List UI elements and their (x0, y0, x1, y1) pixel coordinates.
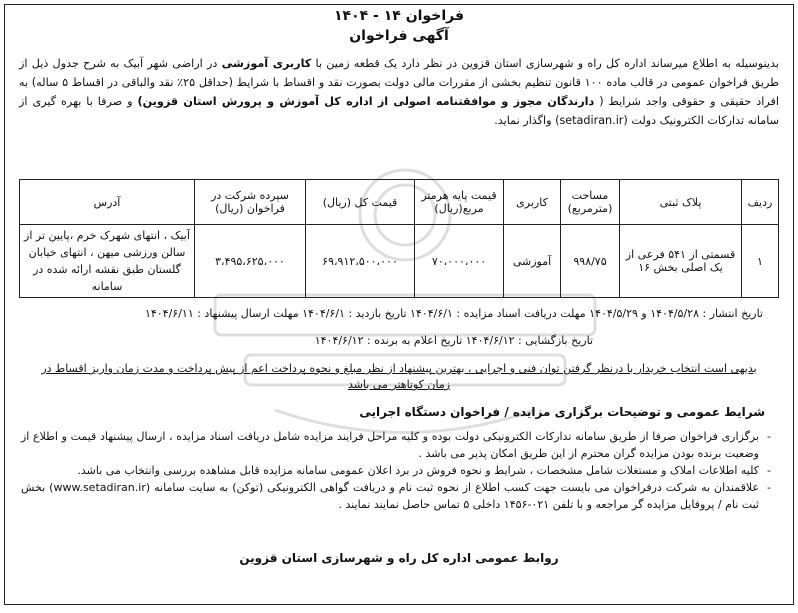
intro-text-3: و صرفا با بهره گیری از سامانه تدارکات الکترونیک دولت (setadiran.ir) واگذار نماید. (19, 95, 779, 127)
intro-text-2: در اراضی شهر آبیک به شرح جدول ذیل از طریق فراخوان عمومی در قالب ماده ۱۰۰ قانون تنظیم بخشی از مقررات مالی دولت بصورت نقد و اقساط با شرایط (حداقل ۲۵٪ نقد والباقی در اقساط ۵ ساله) به افراد حقیقی و حقوقی واجد شرایط ( (19, 57, 780, 108)
cell-gheimat-paye: ۷۰،۰۰۰،۰۰۰ (415, 225, 504, 298)
col-sepordeh: سپرده شرکت در فراخوان (ریال) (195, 180, 306, 225)
intro-bold-eligibility: دارندگان مجوز و موافقتنامه اصولی از اداره کل آموزش و پرورش استان قزوین) (137, 95, 595, 108)
cell-plak: قسمتی از ۵۴۱ فرعی از یک اصلی بخش ۱۶ (620, 225, 742, 298)
footer-signature: روابط عمومی اداره کل راه و شهرسازی استان قزوین (239, 551, 559, 565)
list-item: - علاقمندان به شرکت درفراخوان می بایست جهت کسب اطلاع از نحوه ثبت نام و دریافت گواهی الکترونیکی (توکن) به سایت سامانه (www.setadiran.ir) بخش ثبت نام / پروفایل مزایده گر مراجعه و با تلفن ۰۲۱-۱۴۵۶ داخلی ۵ تماس حاصل نمایند نمایند . (21, 479, 759, 513)
cell-gheimat-kol: ۶۹،۹۱۲،۵۰۰،۰۰۰ (306, 225, 415, 298)
property-table (19, 179, 779, 298)
col-gheimat-kol: قیمت کل (ریال) (306, 180, 415, 225)
col-address: آدرس (20, 180, 195, 225)
dates-line-1: تاریخ انتشار : ۱۴۰۴/۵/۲۸ و ۱۴۰۴/۵/۲۹ مهلت دریافت اسناد مزایده : ۱۴۰۴/۶/۱ تاریخ بازدید : ۱۴۰۴/۶/۱ مهلت ارسال پیشنهاد : ۱۴۰۴/۶/۱۱ (144, 307, 763, 320)
selection-note: بدیهی است انتخاب خریدار با درنظر گرفتن توان فنی و اجرایی ، بهترین پیشنهاد از نظر مبلغ و نحوه پرداخت اعم از پیش پرداخت و مدت زمان واریز اقساط در زمان کوتاهتر می باشد (41, 362, 757, 391)
col-masahat: مساحت (مترمربع) (561, 180, 620, 225)
announcement-page (4, 4, 794, 605)
col-karbari: کاربری (504, 180, 561, 225)
page-title: آگهی فراخوان (349, 28, 449, 44)
dates-line-2: تاریخ بازگشایی : ۱۴۰۴/۶/۱۲ تاریخ اعلام به برنده : ۱۴۰۴/۶/۱۲ (314, 334, 593, 347)
announcement-number: فراخوان ۱۴ - ۱۴۰۴ (333, 8, 464, 24)
cell-sepordeh: ۳،۴۹۵،۶۲۵،۰۰۰ (195, 225, 306, 298)
cell-masahat: ۹۹۸/۷۵ (561, 225, 620, 298)
list-item: - کلیه اطلاعات املاک و مستغلات شامل مشخصات ، شرایط و نحوه فروش در برد اعلان عمومی سامانه مزایده قابل مشاهده بررسی وانتخاب می باشد. (21, 462, 759, 479)
intro-text-1: بدینوسیله به اطلاع میرساند اداره کل راه و شهرسازی استان قزوین در نظر دارد یک قطعه زمین با (311, 57, 779, 70)
intro-bold-usage: کاربری آموزشی (221, 57, 312, 70)
table-header-row (20, 180, 779, 225)
col-gheimat-paye: قیمت پایه هرمتر مربع(ریال) (415, 180, 504, 225)
conditions-title: شرایط عمومی و توضیحات برگزاری مزایده / فراخوان دستگاه اجرایی (359, 405, 765, 419)
cell-address: آبیک ، انتهای شهرک خرم ،پایین تر از سالن ورزشی میهن ، انتهای خیابان گلستان طبق نقشه ارائه شده در سامانه (20, 225, 195, 298)
intro-paragraph (19, 54, 779, 130)
cell-radif: ۱ (742, 225, 779, 298)
list-item: - برگزاری فراخوان صرفا از طریق سامانه تدارکات الکترونیکی دولت بوده و کلیه مراحل فرایند مزایده شامل دریافت اسناد مزایده ، ارسال پیشنهاد قیمت و اطلاع از وضعیت برنده بودن مزایده گران محترم از این طریق امکان پذیر می باشد . (21, 428, 759, 462)
col-radif: ردیف (742, 180, 779, 225)
cell-karbari: آموزشی (504, 225, 561, 298)
conditions-list (21, 428, 773, 513)
col-plak: پلاک ثبتی (620, 180, 742, 225)
table-row (20, 225, 779, 298)
